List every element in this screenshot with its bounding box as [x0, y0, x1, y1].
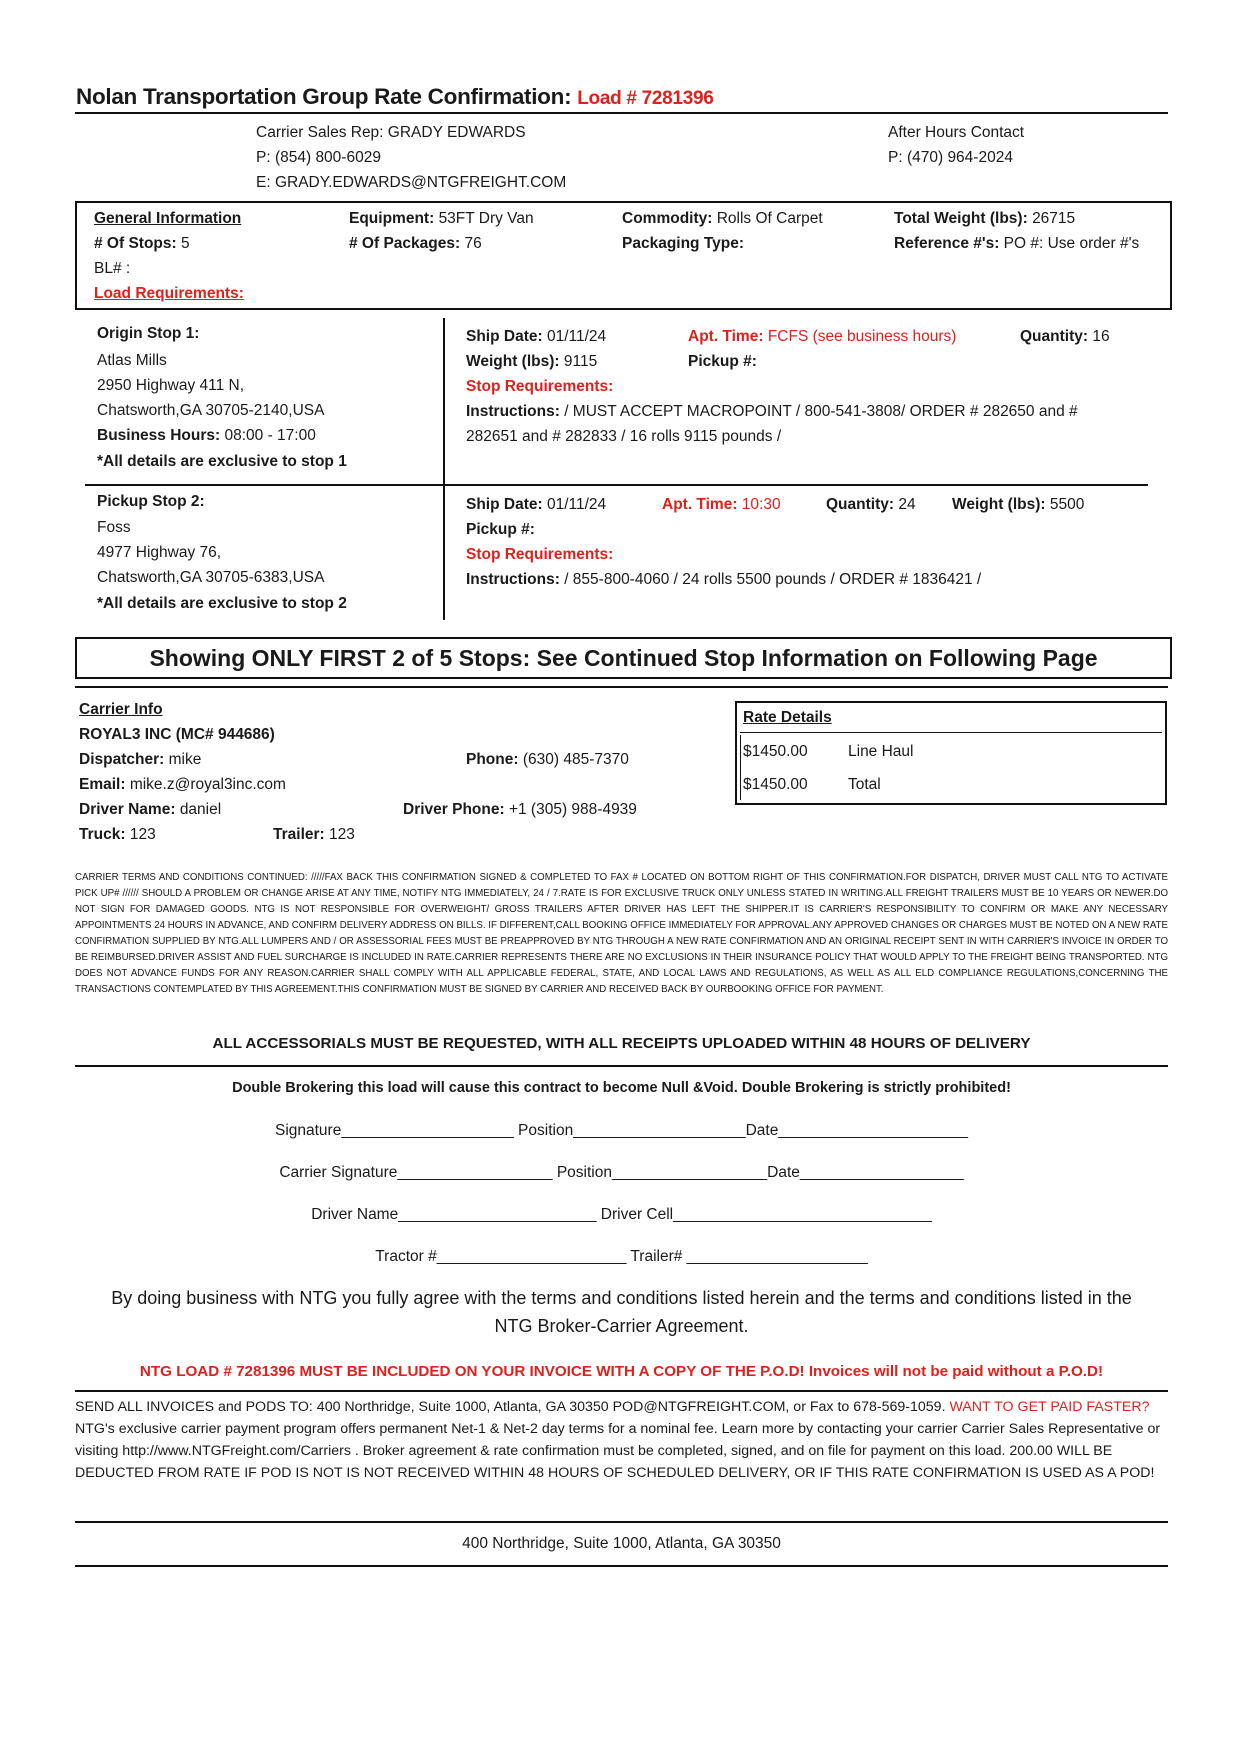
reference-value: PO #: Use order #'s	[1003, 235, 1140, 252]
stop2-quantity	[826, 496, 916, 514]
packages-label: # Of Packages:	[349, 235, 461, 252]
stop1-ship-date-value: 01/11/24	[546, 328, 607, 345]
stop1-qty-label: Quantity:	[1020, 328, 1089, 345]
signature-line[interactable]: Signature____________________ Position____________________Date______________________	[274, 1122, 968, 1139]
send-invoices-text: SEND ALL INVOICES and PODS TO: 400 Northridge, Suite 1000, Atlanta, GA 30350 POD@NTGFREIGHT.COM, or Fax to 678-569-1059.	[75, 1399, 946, 1415]
agreement-line-1: By doing business with NTG you fully agree with the terms and conditions listed herein and the terms and conditions listed in the	[111, 1288, 1132, 1308]
dispatcher-label: Dispatcher:	[79, 751, 165, 768]
truck	[79, 826, 156, 844]
footer-divider-top	[75, 1521, 1168, 1523]
stop2-exclusive: *All details are exclusive to stop 2	[97, 595, 347, 612]
general-info-heading: General Information	[94, 210, 242, 227]
packages	[349, 235, 482, 253]
carrier-email	[79, 776, 286, 794]
driver-name-value: daniel	[179, 801, 222, 818]
stop2-qty-label: Quantity:	[826, 496, 895, 513]
packaging-type: Packaging Type:	[622, 235, 745, 252]
email-value: mike.z@royal3inc.com	[129, 776, 286, 793]
total-weight-value: 26715	[1032, 210, 1076, 227]
stop1-hours-value: 08:00 - 17:00	[224, 427, 316, 444]
stop1-requirements: Stop Requirements:	[466, 378, 614, 395]
trailer	[273, 826, 355, 844]
bl-number: BL# :	[94, 260, 131, 277]
carrier-signature-line[interactable]: Carrier Signature__________________ Position__________________Date___________________	[279, 1164, 964, 1181]
rate-row-label: Line Haul	[848, 743, 914, 760]
reference-numbers	[894, 235, 1139, 253]
stop2-divider	[443, 485, 445, 620]
stop1-address2: Chatsworth,GA 30705-2140,USA	[97, 402, 325, 419]
footer-address: 400 Northridge, Suite 1000, Atlanta, GA 30350	[462, 1535, 781, 1552]
stop1-apt-time	[688, 328, 956, 346]
stop2-requirements: Stop Requirements:	[466, 546, 614, 563]
stop1-instr-line1: / MUST ACCEPT MACROPOINT / 800-541-3808/ ORDER # 282650 and #	[564, 403, 1078, 420]
stop1-ship-date-label: Ship Date:	[466, 328, 543, 345]
accessorials-divider	[75, 1065, 1168, 1067]
trailer-label: Trailer:	[273, 826, 325, 843]
carrier-info-heading: Carrier Info	[79, 701, 163, 718]
stops-value: 5	[180, 235, 190, 252]
stop2-address1: 4977 Highway 76,	[97, 544, 222, 561]
stops-banner: Showing ONLY FIRST 2 of 5 Stops: See Continued Stop Information on Following Page	[75, 637, 1172, 679]
stop2-apt-label: Apt. Time:	[662, 496, 738, 513]
stop-separator	[85, 484, 1148, 486]
stops-count	[94, 235, 190, 253]
stop2-ship-date-label: Ship Date:	[466, 496, 543, 513]
carrier-name: ROYAL3 INC (MC# 944686)	[79, 726, 275, 743]
stop2-weight-label: Weight (lbs):	[952, 496, 1046, 513]
email-label: Email:	[79, 776, 126, 793]
after-hours-label: After Hours Contact	[888, 124, 1025, 141]
stop1-apt-value: FCFS (see business hours)	[767, 328, 957, 345]
tractor-trailer-line[interactable]: Tractor #______________________ Trailer# _____________________	[375, 1248, 868, 1265]
sales-rep: Carrier Sales Rep: GRADY EDWARDS	[256, 124, 526, 141]
stop1-instructions	[466, 403, 1078, 421]
stop1-name: Atlas Mills	[97, 352, 167, 369]
invoice-divider	[75, 1390, 1168, 1392]
send-invoices-block	[75, 1396, 1168, 1484]
rate-row-amount: $1450.00	[743, 776, 808, 793]
stop2-qty-value: 24	[898, 496, 916, 513]
total-weight	[894, 210, 1075, 228]
commodity-value: Rolls Of Carpet	[716, 210, 823, 227]
double-brokering-notice: Double Brokering this load will cause this contract to become Null &Void. Double Brokering is strictly prohibited!	[232, 1080, 1011, 1096]
stop1-weight-label: Weight (lbs):	[466, 353, 560, 370]
commodity-label: Commodity:	[622, 210, 713, 227]
banner-divider	[75, 686, 1168, 688]
stop2-weight-value: 5500	[1049, 496, 1085, 513]
accessorials-notice: ALL ACCESSORIALS MUST BE REQUESTED, WITH ALL RECEIPTS UPLOADED WITHIN 48 HOURS OF DELIVERY	[212, 1035, 1031, 1052]
stop1-ship-date	[466, 328, 606, 346]
sales-rep-phone: P: (854) 800-6029	[256, 149, 381, 166]
stop1-pickup-number: Pickup #:	[688, 353, 757, 370]
dispatcher-value: mike	[168, 751, 202, 768]
agreement-line-2: NTG Broker-Carrier Agreement.	[494, 1316, 749, 1336]
after-hours-phone: P: (470) 964-2024	[888, 149, 1013, 166]
equipment-value: 53FT Dry Van	[438, 210, 534, 227]
packages-value: 76	[464, 235, 482, 252]
rate-row-amount: $1450.00	[743, 743, 808, 760]
stop2-name: Foss	[97, 519, 131, 536]
terms-and-conditions: CARRIER TERMS AND CONDITIONS CONTINUED: /////FAX BACK THIS CONFIRMATION SIGNED & COMPLETED TO FAX # LOCATED ON BOTTOM RIGHT OF THIS CONFIRMATION.FOR DISPATCH, DRIVER MUST CALL NTG TO ACTIVATE PICK UP# ////// SHOULD A PROBLEM OR CHANGE ARISE AT ANY TIME, NOTIFY NTG IMMEDIATELY, 24 / 7.RATE IS FOR EXCLUSIVE TRUCK ONLY UNLESS STATED IN WRITING.ALL FREIGHT TRAILERS MUST BE 10 YEARS OR NEWER.DO NOT SIGN FOR DAMAGED GOODS. NTG IS NOT RESPONSIBLE FOR OVERWEIGHT/ GROSS TRAILERS AFTER DRIVER HAS LEFT THE SHIPPER.IT IS CARRIER'S RESPONSIBILITY TO CONFIRM OR MAKE ANY NECESSARY APPOINTMENTS 24 HOURS IN ADVANCE, AND CONFIRM DELIVERY ADDRESS ON BILLS. IF DIFFERENT,CALL BOOKING OFFICE IMMEDIATELY FOR APPROVAL.ANY APPROVED CHANGES OR CHARGES MUST BE NOTED ON A NEW RATE CONFIRMATION SUPPLIED BY NTG.ALL LUMPERS AND / OR ASSESSORIAL FEES MUST BE PREAPPROVED BY NTG THROUGH A NEW RATE CONFIRMATION AND AN ORIGINAL RECEIPT SENT IN WITH CARRIER'S INVOICE IN ORDER TO BE REIMBURSED.DRIVER ASSIST AND FUEL SURCHARGE IS INCLUDED IN RATE.CARRIER REPRESENTS THERE ARE NO EXCLUSIONS IN THEIR INSURANCE POLICY THAT WOULD APPLY TO THE FREIGHT BEING TRANSPORTED. NTG DOES NOT ADVANCE FUNDS FOR ANY REASON.CARRIER SHALL COMPLY WITH ALL APPLICABLE FEDERAL, STATE, AND LOCAL LAWS AND REGULATIONS, AS WELL AS ALL ELD COMPLIANCE REGULATIONS,CONCERNING THE TRANSACTIONS CONTEMPLATED BY THIS AGREEMENT.THIS CONFIRMATION MUST BE SIGNED BY CARRIER AND RECEIVED BACK BY OURBOOKING OFFICE FOR PAYMENT.	[75, 872, 1168, 995]
stop2-ship-date-value: 01/11/24	[546, 496, 607, 513]
driver-phone	[403, 801, 637, 819]
stop2-apt-time	[662, 496, 781, 514]
phone-value: (630) 485-7370	[522, 751, 629, 768]
trailer-value: 123	[329, 826, 355, 843]
stop2-instr-line1: / 855-800-4060 / 24 rolls 5500 pounds / ORDER # 1836421 /	[564, 571, 982, 588]
stop2-address2: Chatsworth,GA 30705-6383,USA	[97, 569, 325, 586]
total-weight-label: Total Weight (lbs):	[894, 210, 1028, 227]
stop2-apt-value: 10:30	[741, 496, 781, 513]
stop1-weight-value: 9115	[563, 353, 598, 370]
stop1-exclusive: *All details are exclusive to stop 1	[97, 453, 347, 470]
truck-value: 123	[129, 826, 156, 843]
stop2-ship-date	[466, 496, 606, 514]
stop1-divider	[443, 318, 445, 485]
commodity	[622, 210, 823, 228]
truck-label: Truck:	[79, 826, 126, 843]
driver-line[interactable]: Driver Name_______________________ Driver Cell______________________________	[311, 1206, 932, 1223]
stop1-qty-value: 16	[1092, 328, 1110, 345]
title-text: Nolan Transportation Group Rate Confirmation:	[76, 84, 572, 109]
load-requirements: Load Requirements:	[94, 285, 244, 302]
stop2-weight	[952, 496, 1084, 514]
stop1-apt-label: Apt. Time:	[688, 328, 764, 345]
equipment-label: Equipment:	[349, 210, 435, 227]
stop2-instructions	[466, 571, 981, 589]
sales-rep-email: E: GRADY.EDWARDS@NTGFREIGHT.COM	[256, 174, 567, 191]
invoice-warning: NTG LOAD # 7281396 MUST BE INCLUDED ON YOUR INVOICE WITH A COPY OF THE P.O.D! Invoices will not be paid without a P.O.D!	[139, 1363, 1104, 1380]
stop1-hours	[97, 427, 316, 445]
equipment	[349, 210, 534, 228]
reference-label: Reference #'s:	[894, 235, 1000, 252]
stop1-hours-label: Business Hours:	[97, 427, 221, 444]
rate-row-label: Total	[848, 776, 881, 793]
phone-label: Phone:	[466, 751, 519, 768]
dispatcher	[79, 751, 201, 769]
rate-details-heading: Rate Details	[743, 709, 832, 726]
page-title	[76, 84, 714, 110]
get-paid-faster: WANT TO GET PAID FASTER?	[949, 1399, 1150, 1415]
stop2-instr-label: Instructions:	[466, 571, 560, 588]
driver-name	[79, 801, 221, 819]
driver-phone-label: Driver Phone:	[403, 801, 505, 818]
driver-phone-value: +1 (305) 988-4939	[508, 801, 637, 818]
stop1-quantity	[1020, 328, 1110, 346]
stops-label: # Of Stops:	[94, 235, 177, 252]
stop1-address1: 2950 Highway 411 N,	[97, 377, 245, 394]
stop1-heading: Origin Stop 1:	[97, 325, 200, 342]
stop2-pickup-number: Pickup #:	[466, 521, 535, 538]
footer-divider-bottom	[75, 1565, 1168, 1567]
carrier-phone	[466, 751, 629, 769]
load-number: Load # 7281396	[577, 88, 714, 109]
stop1-instr-label: Instructions:	[466, 403, 560, 420]
stop2-heading: Pickup Stop 2:	[97, 493, 205, 510]
payment-program-text: NTG's exclusive carrier payment program offers permanent Net-1 & Net-2 day terms for a nominal fee. Learn more by contacting your carrier Carrier Sales Representative or visiting http://www.NTGFreight.com/Carriers . Broker agreement & rate confirmation must be completed, signed, and on file for payment on this load. 200.00 WILL BE DEDUCTED FROM RATE IF POD IS NOT IS NOT RECEIVED WITHIN 48 HOURS OF SCHEDULED DELIVERY, OR IF THIS RATE CONFIRMATION IS USED AS A POD!	[75, 1421, 1161, 1481]
driver-name-label: Driver Name:	[79, 801, 176, 818]
title-divider	[75, 112, 1168, 114]
stop1-weight	[466, 353, 597, 371]
stop1-instr-line2: 282651 and # 282833 / 16 rolls 9115 pounds /	[466, 428, 782, 445]
